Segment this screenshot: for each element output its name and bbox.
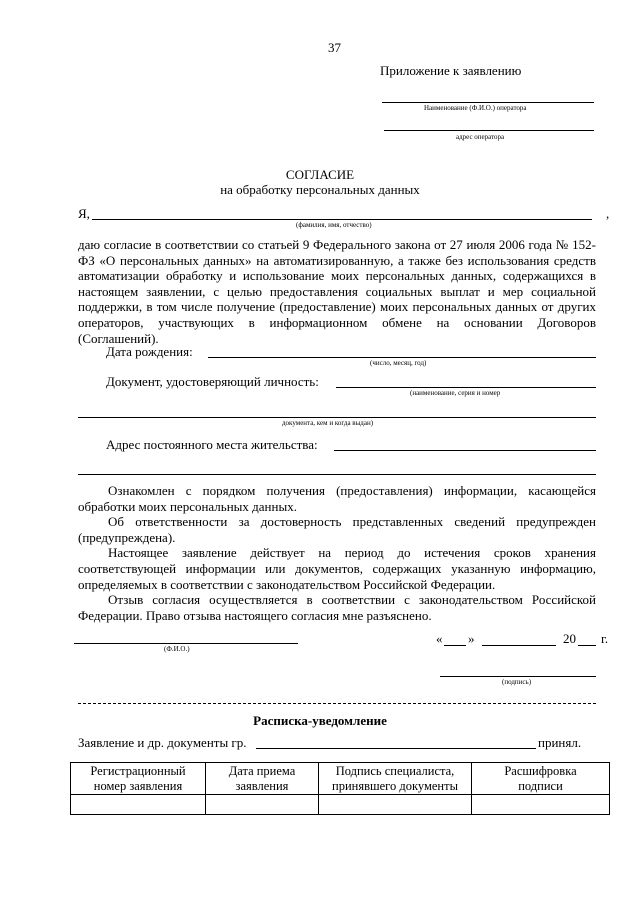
signature-fio-line[interactable] bbox=[74, 643, 298, 644]
fio-caption: (фамилия, имя, отчество) bbox=[296, 221, 372, 229]
date-close-quote: » bbox=[468, 631, 475, 646]
header-registration-number: Регистрационный номер заявления bbox=[71, 763, 206, 795]
receipt-applicant-line[interactable] bbox=[256, 748, 536, 749]
document-subtitle: на обработку персональных данных bbox=[220, 182, 420, 197]
paragraph-responsibility: Об ответственности за достоверность представленных сведений предупрежден (предупреждена). bbox=[78, 514, 596, 545]
i-label: Я, bbox=[78, 206, 90, 221]
signature-line[interactable] bbox=[440, 676, 596, 677]
receipt-line-suffix: принял. bbox=[538, 735, 582, 750]
birth-date-line[interactable] bbox=[208, 357, 596, 358]
date-year-suffix: г. bbox=[601, 631, 609, 646]
date-year-prefix: 20 bbox=[563, 631, 576, 646]
paragraph-revocation: Отзыв согласия осуществляется в соответствии с законодательством Российской Федерации. Право отзыва настоящего согласия мне разъяснено. bbox=[78, 592, 596, 623]
document-title: СОГЛАСИЕ bbox=[285, 167, 355, 182]
fio-line[interactable] bbox=[92, 219, 592, 220]
id-document-line-2[interactable] bbox=[78, 417, 596, 418]
birth-date-caption: (число, месяц, год) bbox=[370, 359, 427, 367]
fio-trailing-comma: , bbox=[606, 206, 610, 221]
id-document-line-1[interactable] bbox=[336, 387, 596, 388]
cut-line-divider bbox=[78, 703, 596, 704]
paragraph-acquainted: Ознакомлен с порядком получения (предоставления) информации, касающейся обработки моих персональных данных. bbox=[78, 483, 596, 514]
signature-caption: (подпись) bbox=[502, 678, 532, 686]
receipt-title: Расписка-уведомление bbox=[253, 713, 387, 728]
birth-date-label: Дата рождения: bbox=[106, 344, 193, 359]
date-day-line[interactable] bbox=[444, 645, 466, 646]
address-line-1[interactable] bbox=[334, 450, 596, 451]
receipt-line-prefix: Заявление и др. документы гр. bbox=[78, 735, 247, 750]
date-year-line[interactable] bbox=[578, 645, 596, 646]
attachment-heading: Приложение к заявлению bbox=[380, 63, 522, 78]
operator-address-line[interactable] bbox=[384, 130, 594, 131]
registration-table-header-row bbox=[71, 763, 610, 795]
cell-acceptance-date[interactable] bbox=[206, 795, 319, 815]
operator-address-caption: адрес оператора bbox=[456, 133, 505, 141]
signature-fio-caption: (Ф.И.О.) bbox=[164, 645, 190, 653]
registration-table-row bbox=[71, 795, 610, 815]
paragraph-validity: Настоящее заявление действует на период до истечения сроков хранения соответствующей информации или документов, содержащих указанную информацию, определяемых в соответствии с законодательством Российской Федерации. bbox=[78, 545, 596, 592]
id-document-label: Документ, удостоверяющий личность: bbox=[106, 374, 319, 389]
date-month-line[interactable] bbox=[482, 645, 556, 646]
declarations bbox=[78, 483, 596, 623]
cell-specialist-signature[interactable] bbox=[319, 795, 472, 815]
address-line-2[interactable] bbox=[78, 474, 596, 475]
address-label: Адрес постоянного места жительства: bbox=[106, 437, 318, 452]
cell-signature-decoding[interactable] bbox=[472, 795, 610, 815]
cell-registration-number[interactable] bbox=[71, 795, 206, 815]
registration-table bbox=[70, 762, 610, 815]
header-signature-decoding: Расшифровка подписи bbox=[472, 763, 610, 795]
page-number: 37 bbox=[328, 40, 341, 55]
consent-paragraph: даю согласие в соответствии со статьей 9 Федерального закона от 27 июля 2006 года № 152-ФЗ «О персональных данных» на автоматизированную, а также без использования средств автоматизации обработку и использование моих персональных данных, содержащихся в настоящем заявлении, с целью предоставления социальных выплат и мер социальной поддержки, в том числе получение (предоставление) моих персональных данных от других операторов, участвующих в информационном обмене на основании Договоров (Соглашений). bbox=[78, 237, 596, 346]
header-acceptance-date: Дата приема заявления bbox=[206, 763, 319, 795]
operator-name-line[interactable] bbox=[382, 102, 594, 103]
id-document-caption-1: (наименование, серия и номер bbox=[410, 389, 501, 397]
date-open-quote: « bbox=[436, 631, 443, 646]
header-specialist-signature: Подпись специалиста, принявшего документы bbox=[319, 763, 472, 795]
id-document-caption-2: документа, кем и когда выдан) bbox=[282, 419, 374, 427]
operator-name-caption: Наименование (Ф.И.О.) оператора bbox=[424, 104, 527, 112]
